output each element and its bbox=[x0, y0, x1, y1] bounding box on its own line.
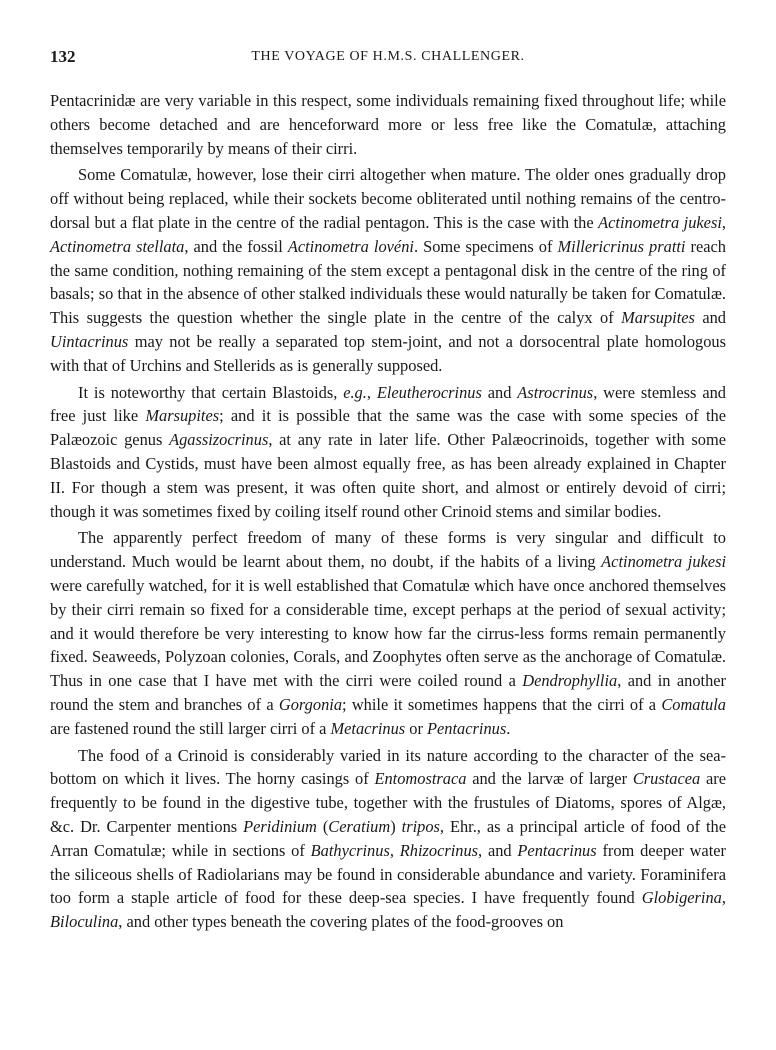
italic-term: Rhizocrinus bbox=[399, 840, 479, 860]
paragraph bbox=[50, 163, 726, 377]
body-text bbox=[50, 89, 726, 934]
italic-term: Metacrinus bbox=[330, 718, 406, 738]
text-run: , bbox=[389, 840, 400, 860]
italic-term: Biloculina bbox=[50, 912, 119, 932]
italic-term: Actinometra jukesi bbox=[601, 552, 727, 572]
text-run: , bbox=[366, 382, 377, 402]
text-run: , at any rate in later life. Other Palæocrinoids, together with some Blastoids and Cystids, must have been almost equally free, as has been already explained in Chapter II. For though a stem was present, it was often quite short, and almost or entirely devoid of cirri; though it was sometimes fixed by coiling itself round other Crinoid stems and similar bodies. bbox=[50, 430, 726, 521]
text-run: , and other types beneath the covering plates of the food-grooves on bbox=[118, 912, 564, 932]
text-run: ; and it is possible that the same was the case with some species of the Palæozoic genus bbox=[50, 406, 726, 450]
italic-term: Marsupites bbox=[145, 406, 220, 426]
text-run: were carefully watched, for it is well established that Comatulæ which have once anchored themselves by their cirri remain so fixed for a considerable time, except perhaps at the period of sexual activity; and it would therefore be very interesting to know how far the cirrus-less forms remain permanently fixed. Seaweeds, Polyzoan colonies, Corals, and Zoophytes often serve as the anchorage of Comatulæ. Thus in one case that I have met with the cirri were coiled round a bbox=[50, 575, 726, 691]
page-header bbox=[50, 47, 726, 71]
text-run: Some Comatulæ, however, lose their cirri altogether when mature. The older ones gradually drop off without being replaced, while their sockets become obliterated until nothing remains of the centro-dorsal but a flat plate in the centre of the radial pentagon. This is the case with the bbox=[50, 165, 726, 232]
text-run: , and bbox=[478, 840, 518, 860]
paragraph bbox=[50, 526, 726, 740]
text-run: , Ehr., as a principal article of food of the Arran Comatulæ; while in sections of bbox=[50, 816, 727, 860]
text-run: . bbox=[506, 718, 511, 738]
text-run: , and in another round the stem and branches of a bbox=[50, 671, 726, 714]
italic-term: Globigerina bbox=[641, 888, 722, 908]
italic-term: Entomostraca bbox=[374, 769, 467, 789]
italic-term: Dendrophyllia bbox=[522, 671, 618, 691]
italic-term: Actinometra lovéni bbox=[287, 236, 414, 256]
italic-term: Crustacea bbox=[632, 769, 701, 789]
paragraph bbox=[50, 381, 726, 524]
text-run: , bbox=[721, 212, 726, 232]
text-run: reach the same condition, nothing remaining of the stem except a pentagonal disk in the centre of the ring of basals; so that in the absence of other stalked individuals these would naturally be taken for Comatulæ. This suggests the question whether the single plate in the centre of the calyx of bbox=[50, 236, 727, 328]
text-run: ; while it sometimes happens that the cirri of a bbox=[342, 694, 662, 714]
italic-term: Pentacrinus bbox=[517, 840, 597, 860]
text-run: ( bbox=[316, 816, 329, 836]
italic-term: Bathycrinus bbox=[310, 840, 390, 860]
italic-term: Uintacrinus bbox=[50, 331, 129, 351]
page-number: 132 bbox=[50, 47, 76, 66]
italic-term: Actinometra stellata bbox=[50, 236, 185, 256]
text-run: The food of a Crinoid is considerably varied in its nature according to the character of the sea-bottom on which it lives. The horny casings of bbox=[50, 745, 726, 789]
text-run: ) bbox=[390, 816, 402, 836]
paragraph bbox=[50, 89, 726, 160]
text-run: from deeper water the siliceous shells of Radiolarians may be found in considerable abundance and variety. Foraminifera too form a staple article of food for these deep-sea species. I have frequently found bbox=[50, 840, 726, 908]
italic-term: e.g. bbox=[343, 382, 367, 402]
italic-term: tripos bbox=[401, 816, 440, 836]
text-run: or bbox=[405, 718, 428, 738]
text-run: It is noteworthy that certain Blastoids, bbox=[78, 382, 344, 402]
text-run: The apparently perfect freedom of many of these forms is very singular and difficult to understand. Much would be learnt about them, no doubt, if the habits of a living bbox=[50, 528, 726, 572]
text-run: Pentacrinidæ are very variable in this respect, some individuals remaining fixed throughout life; while others become detached and are henceforward more or less free like the Comatulæ, attaching themselves temporarily by means of their cirri. bbox=[50, 91, 726, 158]
italic-term: Ceratium bbox=[328, 816, 391, 836]
text-run: , were stemless and free just like bbox=[50, 382, 726, 426]
running-title: THE VOYAGE OF H.M.S. CHALLENGER. bbox=[251, 49, 525, 64]
text-run: . Some specimens of bbox=[413, 236, 558, 256]
text-run: are fastened round the still larger cirri of a bbox=[50, 718, 331, 738]
text-run: , and the fossil bbox=[184, 236, 288, 256]
italic-term: Peridinium bbox=[243, 816, 317, 836]
italic-term: Agassizocrinus bbox=[169, 430, 269, 450]
text-run: and bbox=[481, 382, 518, 402]
italic-term: Eleutherocrinus bbox=[376, 382, 482, 402]
text-run: may not be really a separated top stem-joint, and not a dorsocentral plate homologous with that of Urchins and Stellerids as is generally supposed. bbox=[50, 331, 726, 375]
italic-term: Pentacrinus bbox=[427, 718, 507, 738]
text-run: , bbox=[721, 888, 726, 908]
text-run: are frequently to be found in the digestive tube, together with the frustules of Diatoms, spores of Algæ, &c. Dr. Carpenter mentions bbox=[50, 769, 726, 836]
italic-term: Millericrinus pratti bbox=[557, 236, 686, 256]
paragraph bbox=[50, 744, 726, 934]
text-run: and the larvæ of larger bbox=[466, 769, 633, 789]
italic-term: Actinometra jukesi bbox=[598, 212, 722, 232]
italic-term: Gorgonia bbox=[278, 694, 343, 714]
text-run: and bbox=[694, 308, 727, 328]
italic-term: Astrocrinus bbox=[517, 382, 594, 402]
italic-term: Marsupites bbox=[621, 308, 695, 328]
italic-term: Comatula bbox=[661, 694, 726, 714]
